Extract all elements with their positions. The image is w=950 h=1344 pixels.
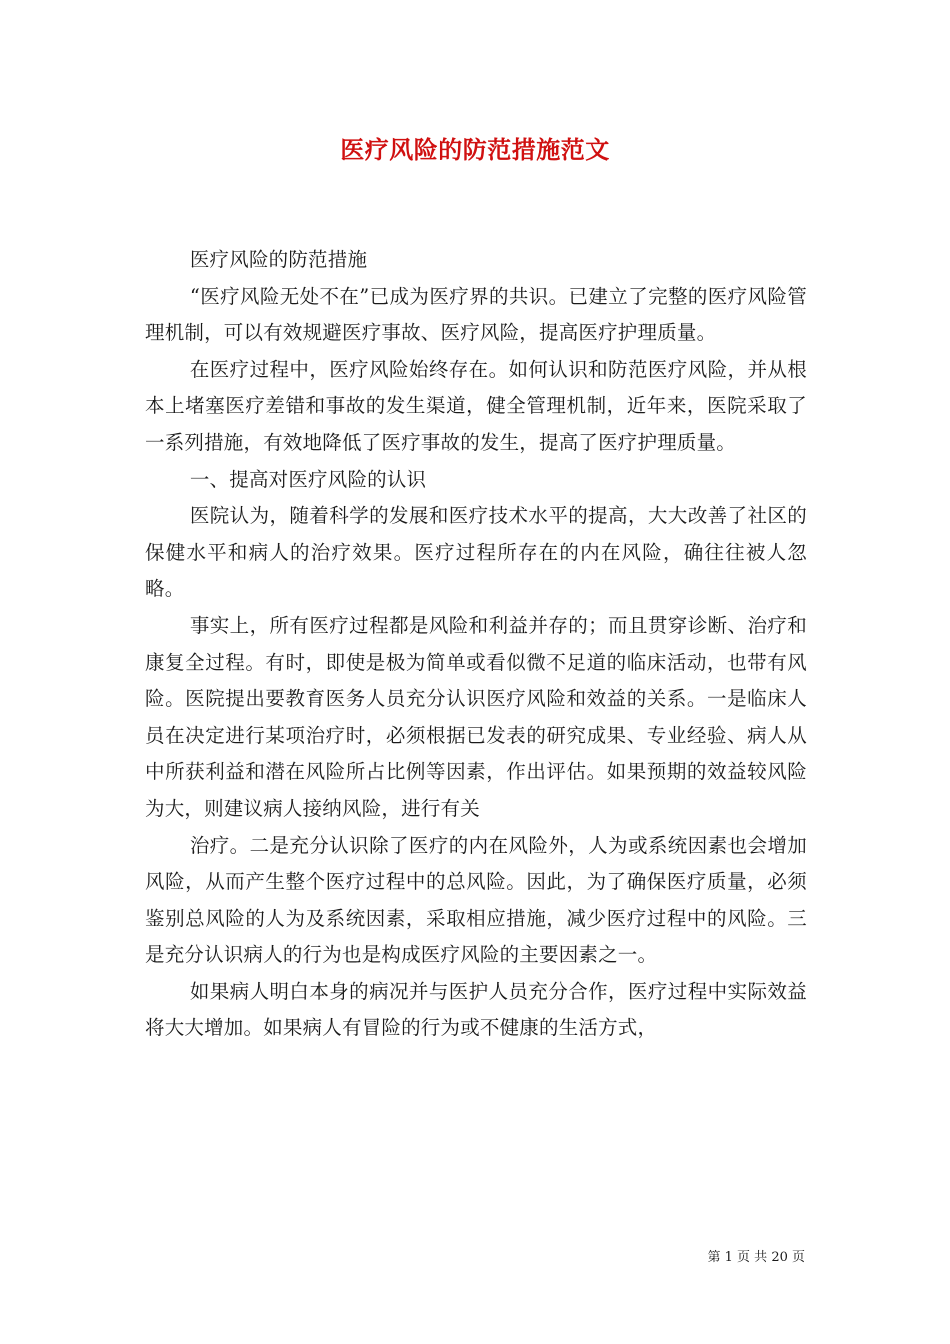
- section-heading: 一、提高对医疗风险的认识: [189, 467, 427, 491]
- paragraph: “医疗风险无处不在”已成为医疗界的共识。已建立了完整的医疗风险管理机制，可以有效规避医疗事故、医疗风险，提高医疗护理质量。: [145, 284, 807, 345]
- paragraph: 治疗。二是充分认识除了医疗的内在风险外，人为或系统因素也会增加风险，从而产生整个医疗过程中的总风险。因此，为了确保医疗质量，必须鉴别总风险的人为及系统因素，采取相应措施，减少医疗过程中的风险。三是充分认识病人的行为也是构成医疗风险的主要因素之一。: [145, 833, 807, 967]
- paragraph: 在医疗过程中，医疗风险始终存在。如何认识和防范医疗风险，并从根本上堵塞医疗差错和事故的发生渠道，健全管理机制，近年来，医院采取了一系列措施，有效地降低了医疗事故的发生，提高了医疗护理质量。: [145, 357, 807, 454]
- paragraph: 如果病人明白本身的病况并与医护人员充分合作，医疗过程中实际效益将大大增加。如果病人有冒险的行为或不健康的生活方式，: [145, 979, 807, 1040]
- paragraph: 医院认为，随着科学的发展和医疗技术水平的提高，大大改善了社区的保健水平和病人的治疗效果。医疗过程所存在的内在风险，确往往被人忽略。: [145, 504, 807, 601]
- document-title: 医疗风险的防范措施范文: [340, 135, 610, 164]
- paragraph-heading: 医疗风险的防范措施: [189, 248, 368, 271]
- document-body: [145, 242, 807, 1047]
- page-number: 第 1 页 共 20 页: [707, 1250, 805, 1265]
- paragraph: 事实上，所有医疗过程都是风险和利益并存的；而且贯穿诊断、治疗和康复全过程。有时，即使是极为简单或看似微不足道的临床活动，也带有风险。医院提出要教育医务人员充分认识医疗风险和效益的关系。一是临床人员在决定进行某项治疗时，必须根据已发表的研究成果、专业经验、病人从中所获利益和潜在风险所占比例等因素，作出评估。如果预期的效益较风险为大，则建议病人接纳风险，进行有关: [145, 613, 807, 820]
